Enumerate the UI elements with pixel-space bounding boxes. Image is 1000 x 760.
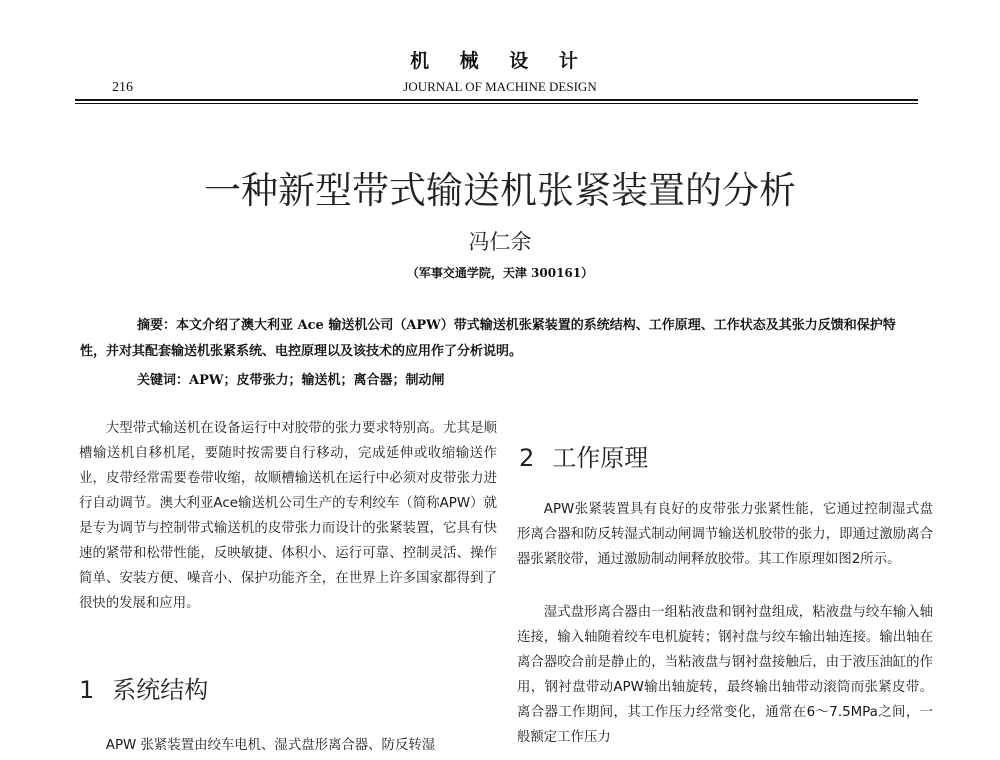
section-1-title: 系统结构 bbox=[112, 676, 209, 704]
abstract: 摘要：本文介绍了澳大利亚 Ace 输送机公司（APW）带式输送机张紧装置的系统结构、工作原理、工作状态及其张力反馈和保护特性，并对其配套输送机张紧系统、电控原理以及该技术的应用作了分析说明。 bbox=[80, 318, 896, 359]
article-title: 一种新型带式输送机张紧装置的分析 bbox=[204, 169, 796, 212]
journal-title-chinese: 机 械 设 计 bbox=[410, 50, 590, 72]
header-rule-thin bbox=[75, 103, 918, 104]
header-rule-thick bbox=[75, 99, 918, 101]
section-2-title: 工作原理 bbox=[552, 444, 649, 472]
section-1-heading bbox=[79, 670, 208, 705]
journal-title-english: JOURNAL OF MACHINE DESIGN bbox=[403, 79, 597, 94]
section-2-paragraph-1-block bbox=[517, 497, 933, 572]
intro-paragraph-block bbox=[79, 416, 497, 616]
page-number: 216 bbox=[112, 80, 133, 95]
section-1-number: 1 bbox=[79, 676, 95, 704]
intro-paragraph: 大型带式输送机在设备运行中对胶带的张力要求特别高。尤其是顺槽输送机自移机尾，要随时按需要自行移动，完成延伸或收缩输送作业，皮带经常需要卷带收缩，故顺槽输送机在运行中必须对皮带张力进行自动调节。澳大利亚Ace输送机公司生产的专利绞车（简称APW）就是专为调节与控制带式输送机的皮带张力而设计的张紧装置，它具有快速的紧带和松带性能，反映敏捷、体积小、运行可靠、控制灵活、操作简单、安装方便、噪音小、保护功能齐全，在世界上许多国家都得到了很快的发展和应用。 bbox=[79, 421, 497, 611]
author-name: 冯仁余 bbox=[468, 230, 532, 254]
author-affiliation: （军事交通学院，天津 300161） bbox=[406, 266, 594, 280]
keywords: 关键词：APW；皮带张力；输送机；离合器；制动闸 bbox=[137, 373, 445, 388]
section-2-number: 2 bbox=[519, 444, 535, 472]
section-2-paragraph-1: APW张紧装置具有良好的皮带张力张紧性能，它通过控制湿式盘形离合器和防反转湿式制动闸调节输送机胶带的张力，即通过激励离合器张紧胶带，通过激励制动闸释放胶带。其工作原理如图2所示。 bbox=[517, 502, 933, 567]
section-1-paragraph-block bbox=[79, 733, 497, 758]
section-1-paragraph: APW 张紧装置由绞车电机、湿式盘形离合器、防反转湿 bbox=[105, 738, 436, 753]
section-2-heading bbox=[519, 438, 648, 473]
section-2-paragraph-2: 湿式盘形离合器由一组粘液盘和钢衬盘组成，粘液盘与绞车输入轴连接，输入轴随着绞车电机旋转；钢衬盘与绞车输出轴连接。输出轴在离合器咬合前是静止的，当粘液盘与钢衬盘接触后，由于液压油缸的作用，钢衬盘带动APW输出轴旋转，最终输出轴带动滚筒而张紧皮带。离合器工作期间，其工作压力经常变化，通常在6～7.5MPa之间，一般额定工作压力 bbox=[517, 605, 933, 745]
section-2-paragraph-2-block bbox=[517, 600, 933, 750]
